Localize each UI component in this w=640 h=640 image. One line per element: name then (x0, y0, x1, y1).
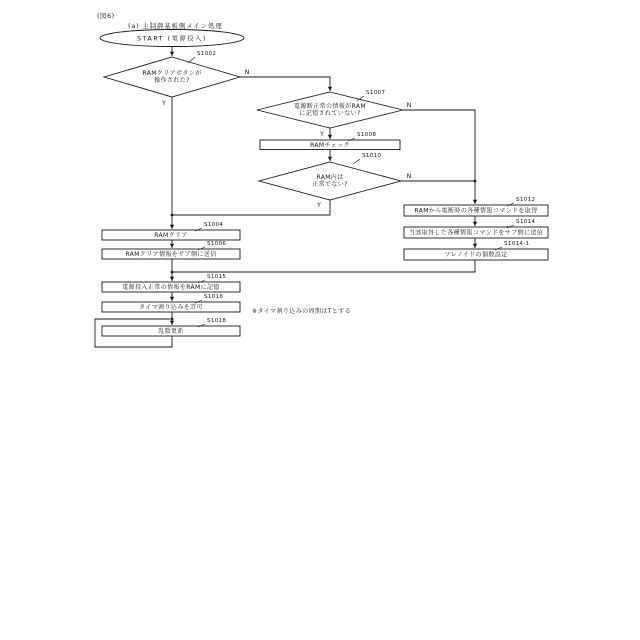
process-random-update-step-number: S1018 (207, 318, 227, 324)
process-enable-timer-interrupt-label: タイマ割り込みを許可 (139, 304, 203, 312)
decision-ram-clear-button-label-line-2: 操作された? (154, 77, 190, 85)
process-ram-clear-step-number: S1004 (204, 222, 224, 228)
decision-ram-abnormal-label-line-2: 正常でない? (312, 181, 348, 189)
edge-s1007-yes-branch-label: Y (320, 131, 324, 138)
process-get-info-commands-from-ram-label: RAMから電断時の各種情報コマンドを取得 (414, 207, 538, 215)
process-random-update-label: 乱数更新 (158, 328, 184, 336)
edge-start-to-s1002-arrowhead (170, 52, 174, 56)
timer-interrupt-note: ※タイマ割り込みの周期はTとする (252, 308, 351, 315)
edge-s1007-no (403, 110, 475, 204)
edge-s1008-to-s1010-arrowhead (328, 157, 332, 161)
decision-ram-clear-button-step-leader-line (188, 57, 195, 63)
decision-power-off-normal-info-step-number: S1007 (366, 90, 386, 96)
process-send-info-commands-to-sub-label: 当該取得した各種情報コマンドをサブ側に送信 (408, 229, 544, 237)
process-ram-check-label: RAMチェック (310, 141, 350, 149)
process-solenoid-setting-label: ソレノイドの個数設定 (444, 251, 508, 259)
edge-s1002-no-arrowhead (328, 87, 332, 91)
edge-s1016-to-s1018-arrowhead (170, 321, 174, 325)
process-solenoid-setting-step-number: S1014-1 (504, 241, 530, 247)
process-store-power-on-normal-info-step-number: S1015 (207, 274, 227, 280)
edge-s1014-1-return (172, 260, 475, 272)
edge-s1002-no-branch-label: N (244, 69, 250, 76)
decision-ram-clear-button-label-line-1: RAMクリアボタンが (142, 70, 202, 78)
process-ram-check-step-number: S1008 (357, 132, 377, 138)
decision-ram-abnormal-label-line-1: RAM内は (316, 174, 344, 182)
process-store-power-on-normal-info-label: 電源投入正常の情報をRAMに記憶 (122, 284, 220, 292)
edge-s1007-no-arrowhead (473, 200, 477, 204)
edge-s1012-to-s1014-arrowhead (473, 222, 477, 226)
edge-s1010-yes (172, 200, 330, 215)
process-send-ram-clear-info-step-number: S1006 (207, 241, 227, 247)
edge-s1007-no-branch-label: N (406, 102, 412, 109)
process-get-info-commands-from-ram-step-number: S1012 (516, 197, 536, 203)
edge-s1015-to-s1016-arrowhead (170, 297, 174, 301)
decision-power-off-normal-info-label-line-1: 電源断正常の情報がRAM (293, 103, 367, 111)
figure-title: (a) 主制御基板側メイン処理 (128, 22, 223, 30)
edge-s1002-yes-arrowhead (170, 225, 174, 229)
junction-dot-2 (171, 271, 174, 274)
junction-dot-4 (474, 180, 477, 183)
edge-s1007-yes-arrowhead (328, 135, 332, 139)
decision-ram-abnormal-step-leader-line (353, 159, 360, 164)
decision-ram-clear-button-step-number: S1002 (197, 51, 217, 57)
decision-power-off-normal-info-label-line-2: に記憶されていない? (299, 110, 361, 118)
edge-s1004-to-s1006-arrowhead (170, 244, 174, 248)
edge-s1010-yes-branch-label: Y (317, 202, 321, 209)
process-enable-timer-interrupt-step-number: S1016 (204, 294, 224, 300)
edge-s1006-to-s1015-arrowhead (170, 277, 174, 281)
edge-s1002-yes-branch-label: Y (162, 100, 166, 107)
process-ram-clear-label: RAMクリア (154, 232, 188, 240)
edge-s1014-to-s1014-1-arrowhead (473, 244, 477, 248)
start-terminal-label: START (電源投入) (137, 35, 207, 43)
edge-s1002-no (240, 77, 330, 91)
junction-dot-3 (171, 318, 174, 321)
decision-ram-abnormal-step-number: S1010 (362, 153, 382, 159)
figure-number: (図6) (97, 12, 115, 20)
edge-s1010-no-branch-label: N (406, 173, 412, 180)
process-send-ram-clear-info-label: RAMクリア情報をサブ側に送信 (125, 251, 217, 259)
process-send-info-commands-to-sub-step-number: S1014 (516, 219, 536, 225)
junction-dot-1 (171, 214, 174, 217)
